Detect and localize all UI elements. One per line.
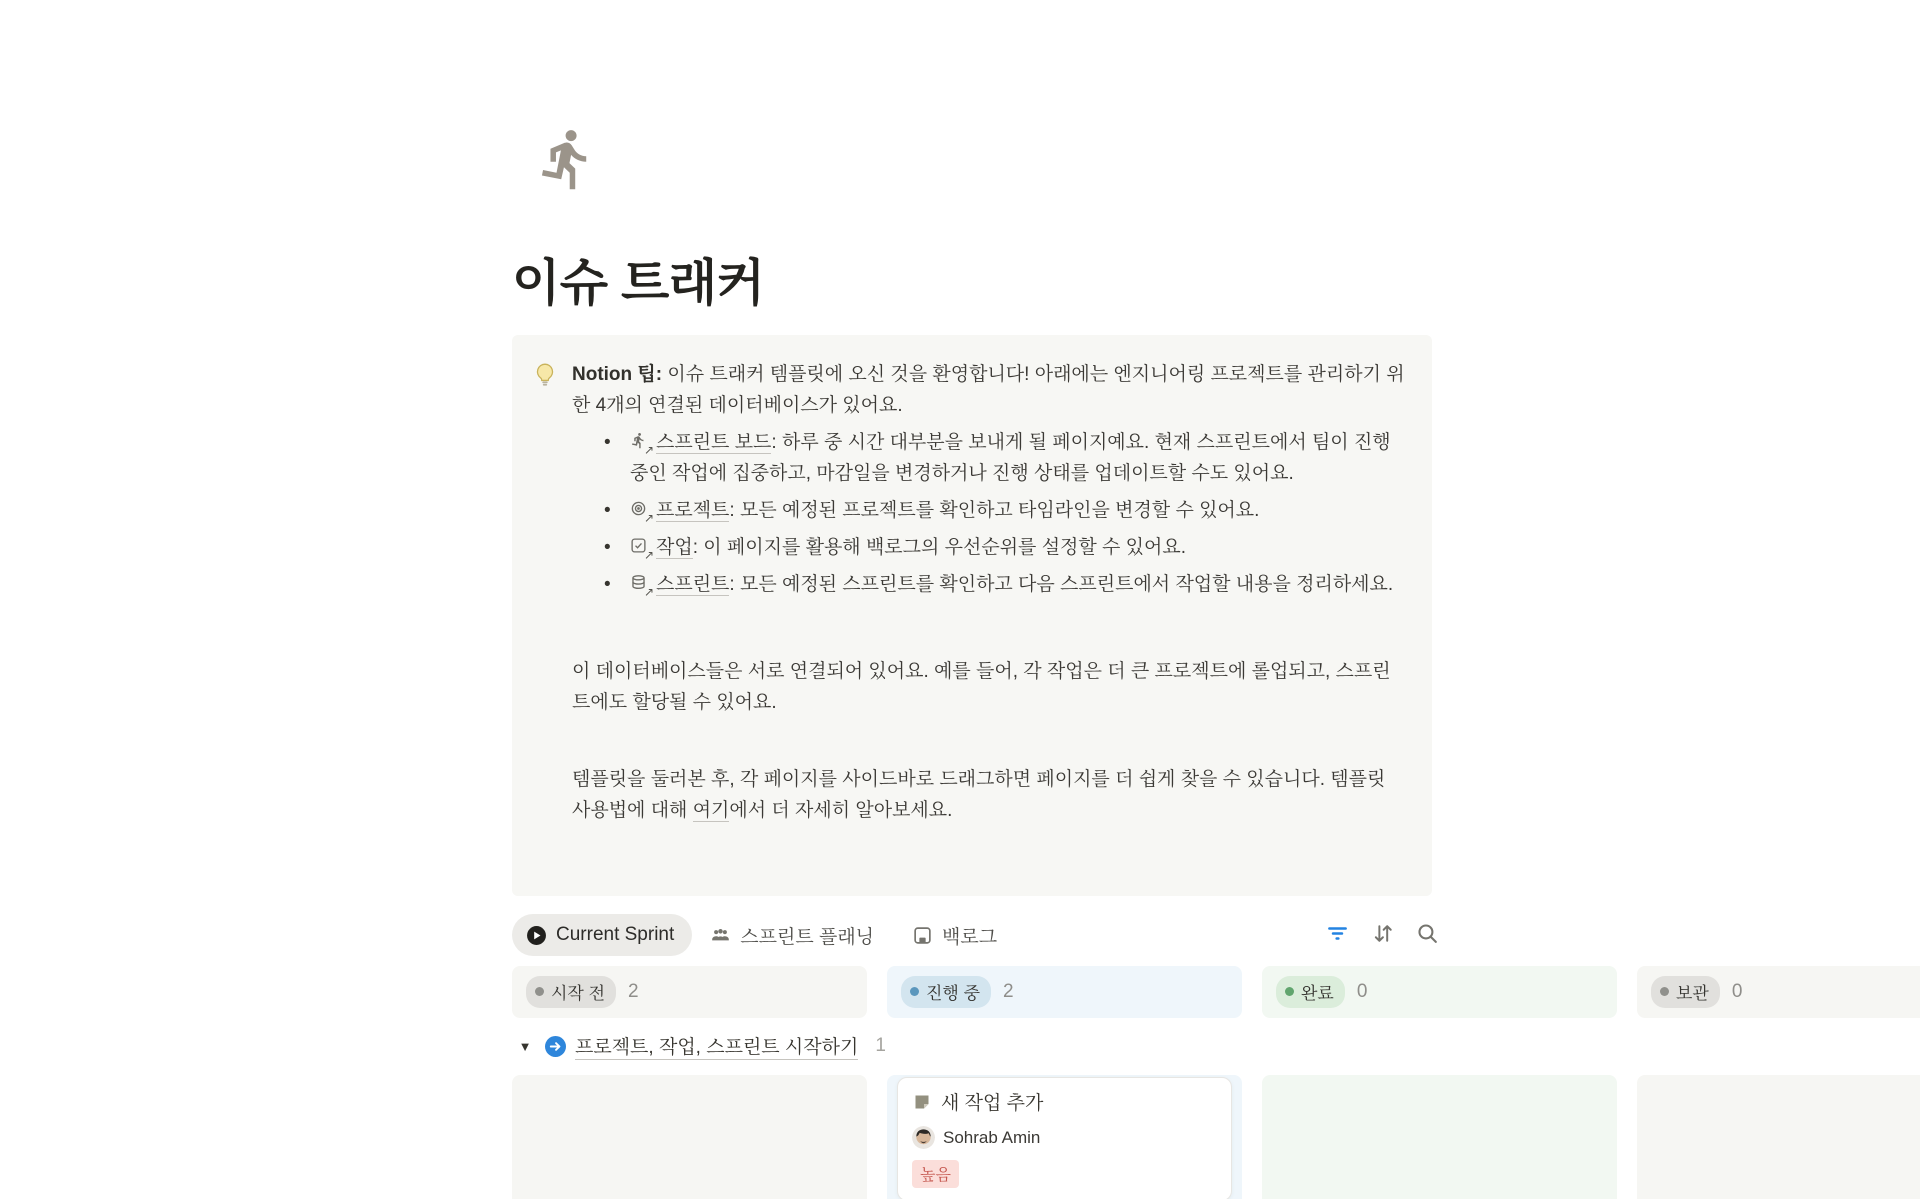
notion-tip-callout [512,335,1432,896]
column-header-archived [1637,966,1920,1018]
sprint-board-link[interactable]: 스프린트 보드 [656,432,772,453]
tab-sprint-planning[interactable] [696,914,888,956]
column-body-archived[interactable] [1637,1075,1920,1199]
bullet-marker: • [604,500,611,521]
play-circle-icon [526,925,547,946]
tab-label: 스프린트 플래닝 [740,926,875,948]
lightbulb-icon [532,359,558,826]
group-count: 1 [875,1035,886,1056]
tips-list [572,427,1408,600]
status-pill-done[interactable] [1276,976,1345,1008]
search-icon[interactable] [1414,920,1440,946]
board-header-row [512,966,1920,1018]
link-arrow-icon: ↗ [643,585,654,599]
link-arrow-icon: ↗ [643,443,654,457]
status-label: 보관 [1676,984,1709,1003]
list-item [590,569,1408,600]
bullet-text: : 이 페이지를 활용해 백로그의 우선순위를 설정할 수 있어요. [692,537,1187,558]
group-title-link[interactable]: 프로젝트, 작업, 스프린트 시작하기 [575,1032,858,1060]
column-header-done [1262,966,1617,1018]
task-check-link-icon [630,537,654,562]
sort-icon[interactable] [1369,920,1395,946]
page-title[interactable]: 이슈 트래커 [512,255,765,311]
link-arrow-icon: ↗ [643,511,654,525]
status-pill-archived[interactable] [1651,976,1720,1008]
callout-paragraph-1: 이 데이터베이스들은 서로 연결되어 있어요. 예를 들어, 각 작업은 더 큰 프로젝트에 롤업되고, 스프린트에도 할당될 수 있어요. [572,661,1391,713]
learn-more-link[interactable]: 여기 [692,800,730,821]
task-card[interactable] [897,1077,1232,1199]
bullet-marker: • [604,432,611,453]
target-link-icon [630,500,654,525]
status-label: 완료 [1301,984,1334,1003]
sprints-link[interactable]: 스프린트 [656,574,730,595]
callout-paragraph-2 [572,764,1408,826]
tasks-link[interactable]: 작업 [656,537,693,558]
database-link-icon [630,574,654,599]
bullet-text: : 하루 중 시간 대부분을 보내게 될 페이지예요. 현재 스프린트에서 팀이 진행 중인 작업에 집중하고, 마감일을 변경하거나 진행 상태를 업데이트할 수도 있어요. [630,432,1391,484]
group-toggle-icon[interactable]: ▼ [518,1038,532,1054]
people-icon [710,925,731,946]
status-pill-not-started[interactable] [526,976,616,1008]
column-body-not-started[interactable] [512,1075,867,1199]
column-count: 2 [1003,981,1014,1002]
column-header-not-started [512,966,867,1018]
priority-badge: 높음 [912,1160,959,1188]
column-count: 2 [628,981,639,1002]
card-title: 새 작업 추가 [941,1093,1044,1114]
bullet-text: : 모든 예정된 스프린트를 확인하고 다음 스프린트에서 작업할 내용을 정리하세요. [729,574,1394,595]
column-body-in-progress [887,1075,1242,1199]
callout-body [572,359,1408,826]
page-icon-running-person[interactable] [534,126,600,192]
status-label: 시작 전 [551,984,605,1003]
callout-intro [572,359,1408,421]
view-tabs [512,914,1011,956]
column-header-in-progress [887,966,1242,1018]
view-toolbar [1324,920,1440,946]
status-pill-in-progress[interactable] [901,976,991,1008]
page-doc-icon [912,1092,932,1112]
status-dot [535,987,544,996]
board-body-row [512,1075,1920,1199]
column-count: 0 [1356,981,1368,1002]
tab-current-sprint[interactable] [512,914,692,956]
tab-backlog[interactable] [898,914,1011,956]
group-arrow-circle-icon [545,1036,566,1057]
status-dot [1285,987,1294,996]
paragraph-text: 템플릿을 둘러본 후, 각 페이지를 사이드바로 드래그하면 페이지를 더 쉽게 찾을 수 있습니다. 템플릿 사용법에 대해 [572,769,1386,821]
projects-link[interactable]: 프로젝트 [656,500,730,521]
list-item [590,532,1408,563]
status-dot [910,987,919,996]
link-arrow-icon: ↗ [643,548,654,562]
board-group-row [514,1032,886,1060]
status-dot [1660,987,1669,996]
status-label: 진행 중 [926,984,980,1003]
assignee-avatar [912,1126,935,1149]
column-body-done[interactable] [1262,1075,1617,1199]
card-assignee-row [912,1126,1217,1149]
list-item [590,495,1408,526]
callout-intro-text: 이슈 트래커 템플릿에 오신 것을 환영합니다! 아래에는 엔지니어링 프로젝트를 관리하기 위한 4개의 연결된 데이터베이스가 있어요. [572,364,1405,416]
bullet-text: : 모든 예정된 프로젝트를 확인하고 타임라인을 변경할 수 있어요. [729,500,1260,521]
list-item [590,427,1408,489]
bullet-marker: • [604,574,611,595]
backlog-box-icon [912,925,933,946]
tab-label: Current Sprint [556,924,675,945]
tab-label: 백로그 [942,926,998,948]
callout-intro-bold: Notion 팁: [572,364,663,385]
bullet-marker: • [604,537,611,558]
assignee-name: Sohrab Amin [943,1127,1041,1147]
paragraph-text: 에서 더 자세히 알아보세요. [729,800,953,821]
runner-link-icon [630,432,654,457]
filter-icon[interactable] [1324,920,1350,946]
column-count: 0 [1731,981,1743,1002]
